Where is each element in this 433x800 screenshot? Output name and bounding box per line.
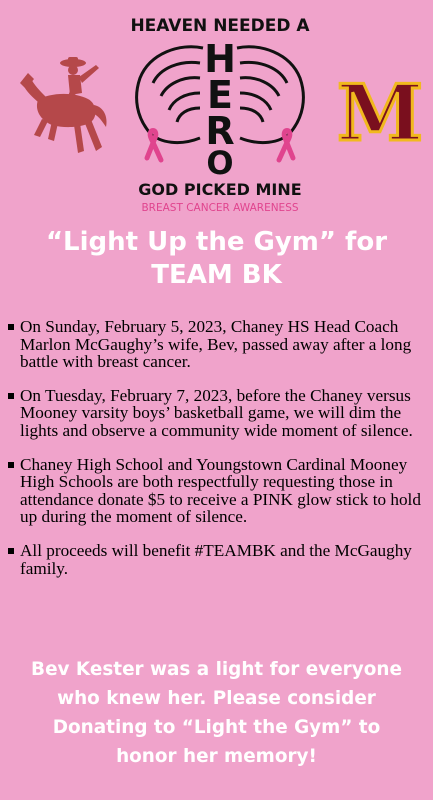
- hero-letter: E: [207, 73, 233, 117]
- hero-awareness-logo: [125, 8, 315, 218]
- mooney-m-letter: M: [336, 78, 424, 148]
- bronco-rider-icon: [18, 55, 110, 165]
- hero-letter: O: [206, 144, 234, 182]
- announcement-bullets: [8, 318, 426, 593]
- list-item: [8, 387, 426, 440]
- header-logos: [0, 0, 433, 225]
- title-line: TEAM BK: [151, 260, 282, 290]
- closing-line: who knew her. Please consider: [57, 688, 376, 709]
- logo-line2: GOD PICKED MINE: [138, 180, 302, 199]
- bullet-square-icon: [8, 393, 14, 399]
- list-item: [8, 318, 426, 371]
- closing-message: [0, 655, 433, 771]
- list-item: [8, 542, 426, 577]
- hero-letter: H: [204, 37, 236, 81]
- title-line: “Light Up the Gym” for: [45, 227, 388, 257]
- closing-line: Bev Kester was a light for everyone: [31, 659, 402, 680]
- hero-letter: R: [205, 109, 235, 153]
- bullet-text: All proceeds will benefit #TEAMBK and the McGaughy family.: [20, 540, 412, 578]
- bullet-text: Chaney High School and Youngstown Cardinal Mooney High Schools are both respectfully requesting those in attendance donate $5 to receive a PINK glow stick to hold up during the moment of silence.: [20, 454, 421, 527]
- closing-line: Donating to “Light the Gym” to: [52, 717, 381, 738]
- bullet-square-icon: [8, 462, 14, 468]
- mooney-m-logo: [330, 78, 430, 148]
- bullet-square-icon: [8, 548, 14, 554]
- bullet-text: On Sunday, February 5, 2023, Chaney HS Head Coach Marlon McGaughy’s wife, Bev, passed away after a long battle with breast cancer.: [20, 317, 412, 372]
- bullet-text: On Tuesday, February 7, 2023, before the Chaney versus Mooney varsity boys’ basketball game, we will dim the lights and observe a community wide moment of silence.: [20, 385, 413, 440]
- list-item: [8, 456, 426, 526]
- closing-line: honor her memory!: [116, 746, 317, 767]
- bullet-square-icon: [8, 324, 14, 330]
- logo-line1: HEAVEN NEEDED A: [130, 16, 310, 36]
- page-title: [0, 226, 433, 292]
- logo-line3: BREAST CANCER AWARENESS: [141, 202, 299, 214]
